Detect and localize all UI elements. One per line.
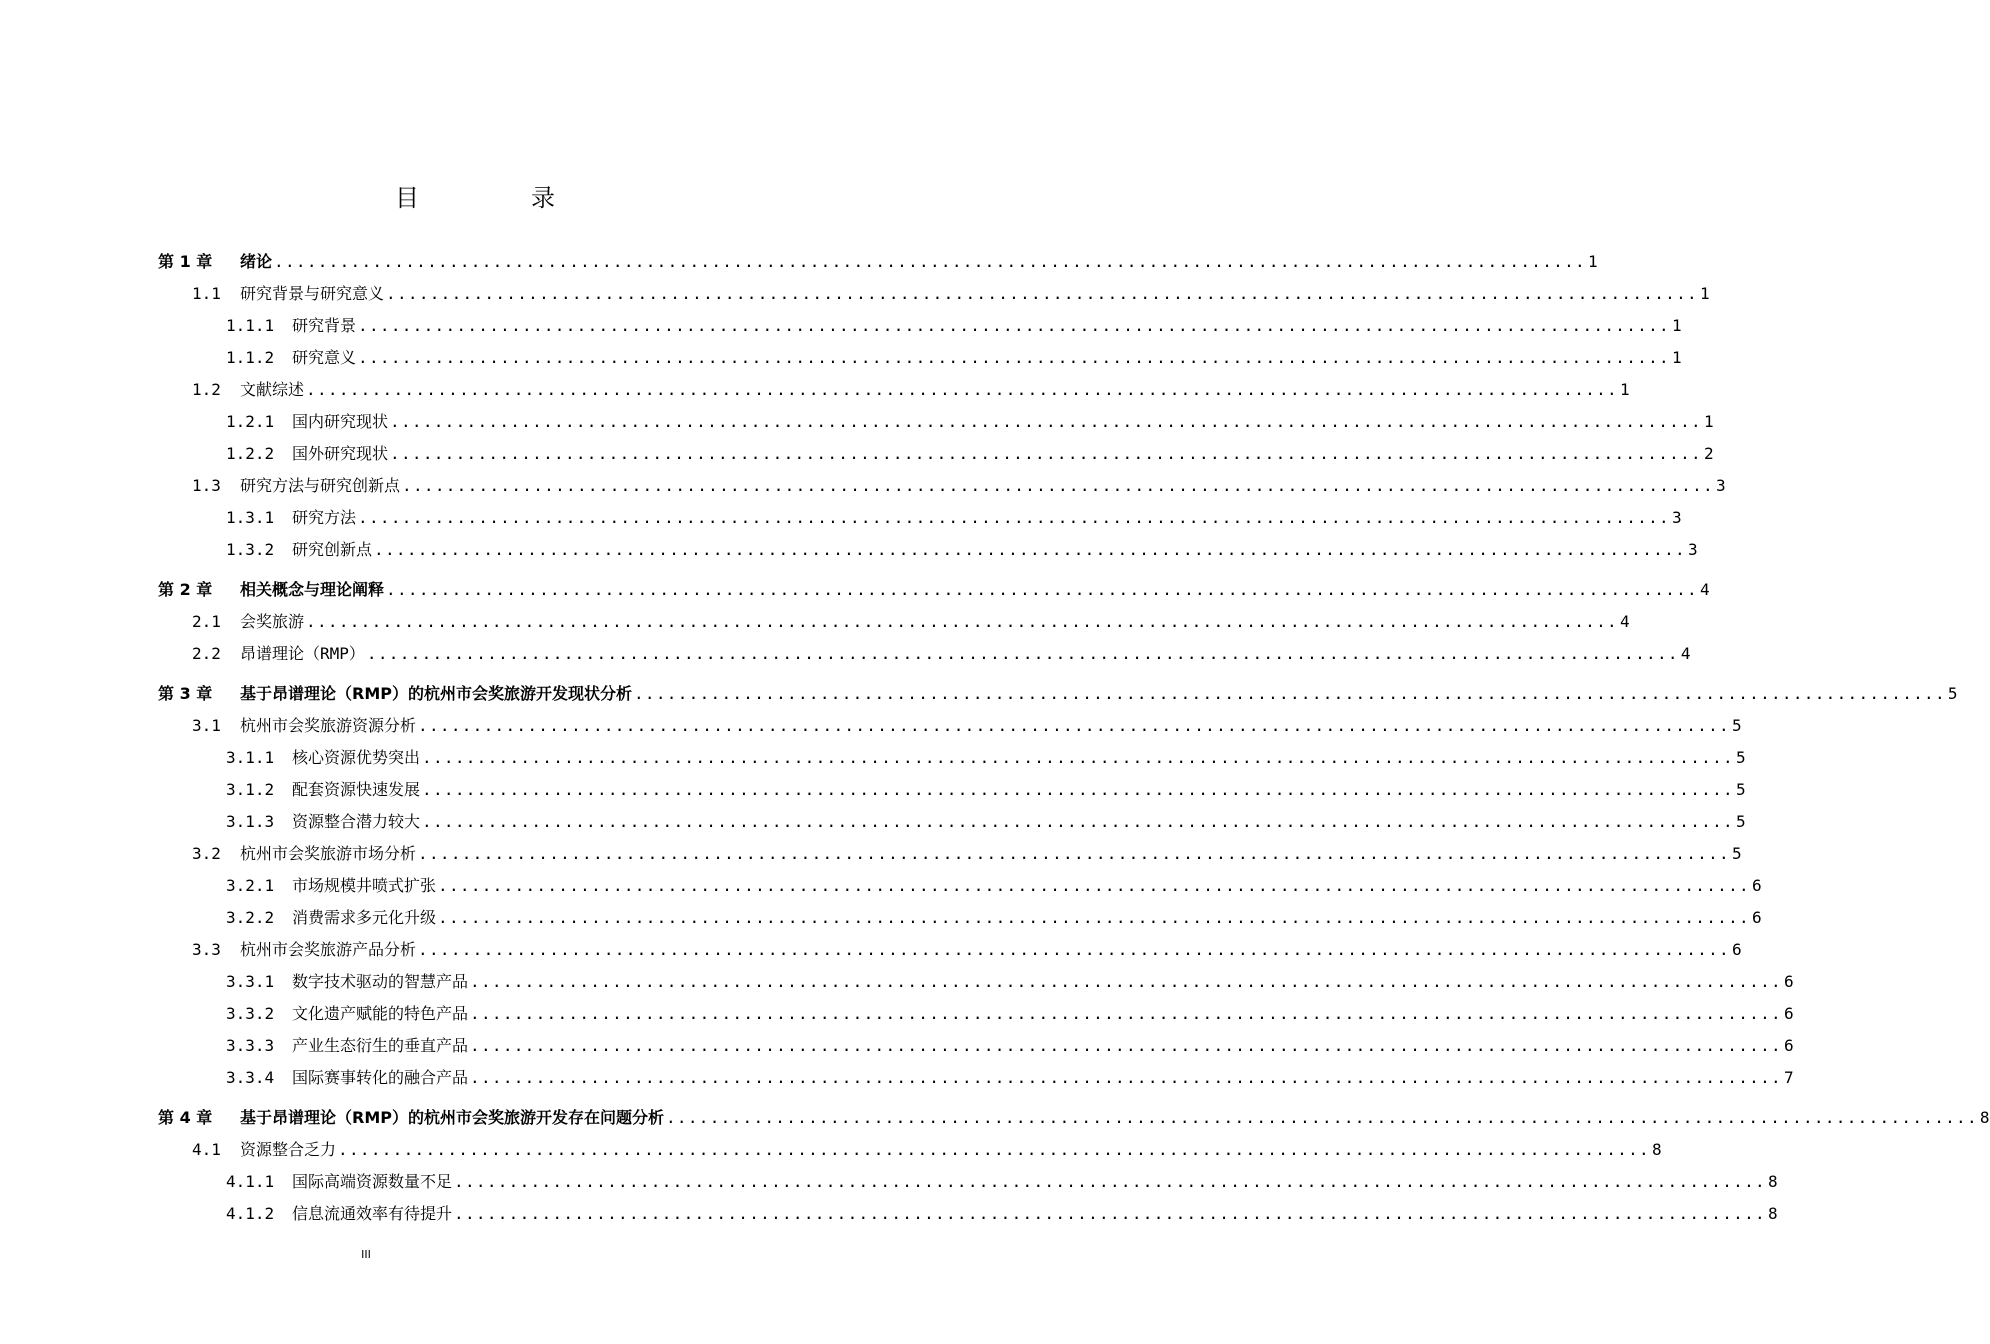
toc-entry[interactable] xyxy=(192,640,1691,664)
toc-entry-title: 数字技术驱动的智慧产品 xyxy=(292,972,469,991)
toc-leader-dots: ........................................................................................................................ xyxy=(438,876,1750,895)
toc-entry[interactable] xyxy=(158,680,1958,704)
toc-entry[interactable] xyxy=(226,968,1794,992)
toc-leader-dots: ........................................................................................................................ xyxy=(418,940,1730,959)
toc-entry-number: 3.2.1 xyxy=(226,876,275,895)
toc-entry-title: 信息流通效率有待提升 xyxy=(292,1204,453,1223)
toc-leader-dots: ........................................................................................................................ xyxy=(418,716,1730,735)
toc-leader-dots: ........................................................................................................................ xyxy=(422,748,1734,767)
toc-entry-title: 文献综述 xyxy=(240,380,305,399)
toc-entry[interactable] xyxy=(226,408,1714,432)
toc-entry-page: 6 xyxy=(1783,1036,1794,1055)
toc-entry[interactable] xyxy=(226,440,1714,464)
toc-leader-dots: ........................................................................................................................ xyxy=(438,908,1750,927)
toc-entry-number: 3.1.2 xyxy=(226,780,275,799)
toc-entry-number: 3.1.3 xyxy=(226,812,275,831)
toc-leader-dots: ........................................................................................................................ xyxy=(422,812,1734,831)
toc-entry[interactable] xyxy=(226,776,1746,800)
toc-entry-heading xyxy=(226,1004,468,1024)
toc-entry[interactable] xyxy=(192,840,1742,864)
toc-entry-title: 会奖旅游 xyxy=(240,612,305,631)
toc-leader-dots: ........................................................................................................................ xyxy=(470,1036,1782,1055)
toc-entry-heading xyxy=(192,612,304,632)
toc-entry-page: 1 xyxy=(1703,412,1714,431)
toc-entry-heading xyxy=(226,316,356,336)
toc-entry-title: 研究背景与研究意义 xyxy=(240,284,385,303)
toc-leader-dots: ........................................................................................................................ xyxy=(390,444,1702,463)
toc-entry[interactable] xyxy=(226,1000,1794,1024)
toc-entry-number: 3.3.4 xyxy=(226,1068,275,1087)
toc-leader-dots: ........................................................................................................................ xyxy=(358,508,1670,527)
toc-entry-title: 核心资源优势突出 xyxy=(292,748,421,767)
toc-entry-heading xyxy=(226,748,420,768)
toc-entry-heading xyxy=(192,716,416,736)
toc-entry-heading xyxy=(226,348,356,368)
toc-entry-heading xyxy=(226,444,388,464)
toc-entry-title: 昂谱理论（RMP） xyxy=(240,644,365,663)
toc-entry-number: 1.1 xyxy=(192,284,221,303)
toc-entry-page: 4 xyxy=(1680,644,1691,663)
toc-entry-page: 3 xyxy=(1715,476,1726,495)
toc-entry-title: 国际高端资源数量不足 xyxy=(292,1172,453,1191)
toc-entry-heading xyxy=(226,780,420,800)
toc-leader-dots: ........................................................................................................................ xyxy=(402,476,1714,495)
toc-entry-page: 5 xyxy=(1735,780,1746,799)
toc-leader-dots: ........................................................................................................................ xyxy=(633,684,1946,703)
toc-entry[interactable] xyxy=(226,1200,1778,1224)
toc-entry-number: 4.1.2 xyxy=(226,1204,275,1223)
toc-entry-page: 4 xyxy=(1699,580,1710,599)
toc-entry-heading xyxy=(226,908,436,928)
toc-entry-number: 第 1 章 xyxy=(158,252,213,271)
toc-leader-dots: ........................................................................................................................ xyxy=(338,1140,1650,1159)
toc-entry-page: 5 xyxy=(1731,844,1742,863)
toc-entry-title: 研究方法与研究创新点 xyxy=(240,476,401,495)
toc-entry-page: 7 xyxy=(1783,1068,1794,1087)
toc-entry-title: 杭州市会奖旅游产品分析 xyxy=(240,940,417,959)
toc-entry-heading xyxy=(158,252,272,272)
toc-entry-title: 文化遗产赋能的特色产品 xyxy=(292,1004,469,1023)
toc-leader-dots: ........................................................................................................................ xyxy=(454,1204,1766,1223)
toc-entry-heading xyxy=(226,1036,468,1056)
toc-entry[interactable] xyxy=(192,1136,1662,1160)
toc-entry[interactable] xyxy=(192,712,1742,736)
toc-entry-number: 1.1.1 xyxy=(226,316,275,335)
toc-entry[interactable] xyxy=(226,872,1762,896)
toc-entry-page: 4 xyxy=(1619,612,1630,631)
toc-entry-number: 3.1.1 xyxy=(226,748,275,767)
toc-leader-dots: ........................................................................................................................ xyxy=(366,644,1679,663)
toc-entry-number: 3.3.1 xyxy=(226,972,275,991)
toc-entry-heading xyxy=(192,844,416,864)
toc-entry-page: 1 xyxy=(1671,316,1682,335)
toc-entry-number: 3.2 xyxy=(192,844,221,863)
toc-entry-page: 1 xyxy=(1619,380,1630,399)
toc-leader-dots: ........................................................................................................................ xyxy=(418,844,1730,863)
toc-entry-number: 3.3.3 xyxy=(226,1036,275,1055)
toc-entry-number: 第 4 章 xyxy=(158,1108,213,1127)
toc-entry[interactable] xyxy=(192,608,1630,632)
toc-leader-dots: ........................................................................................................................ xyxy=(470,1004,1782,1023)
toc-leader-dots: ........................................................................................................................ xyxy=(454,1172,1766,1191)
toc-entry-heading xyxy=(192,284,384,304)
toc-entry-page: 5 xyxy=(1735,748,1746,767)
toc-entry-heading xyxy=(192,476,400,496)
toc-entry-title: 资源整合乏力 xyxy=(240,1140,337,1159)
toc-entry-title: 配套资源快速发展 xyxy=(292,780,421,799)
toc-entry[interactable] xyxy=(158,576,1710,600)
toc-entry-title: 杭州市会奖旅游资源分析 xyxy=(240,716,417,735)
toc-entry-heading xyxy=(226,412,388,432)
toc-entry-page: 6 xyxy=(1751,876,1762,895)
toc-entry-page: 1 xyxy=(1671,348,1682,367)
toc-entry-title: 产业生态衍生的垂直产品 xyxy=(292,1036,469,1055)
toc-entry-number: 4.1.1 xyxy=(226,1172,275,1191)
toc-entry-page: 8 xyxy=(1979,1108,1990,1127)
toc-entry-title: 基于昂谱理论（RMP）的杭州市会奖旅游开发现状分析 xyxy=(240,684,632,703)
toc-entry-page: 6 xyxy=(1731,940,1742,959)
toc-entry-page: 3 xyxy=(1671,508,1682,527)
toc-entry-page: 1 xyxy=(1587,252,1598,271)
toc-entry-number: 1.3.1 xyxy=(226,508,275,527)
toc-entry[interactable] xyxy=(192,472,1726,496)
toc-entry-heading xyxy=(226,972,468,992)
toc-entry-page: 6 xyxy=(1751,908,1762,927)
toc-entry-heading xyxy=(158,1108,664,1128)
toc-entry-title: 国内研究现状 xyxy=(292,412,389,431)
toc-entry-page: 5 xyxy=(1947,684,1958,703)
toc-entry-page: 5 xyxy=(1735,812,1746,831)
toc-entry[interactable] xyxy=(192,280,1710,304)
toc-entry-number: 1.2.1 xyxy=(226,412,275,431)
toc-entry-number: 1.3 xyxy=(192,476,221,495)
toc-entry-page: 3 xyxy=(1687,540,1698,559)
toc-entry-title: 绪论 xyxy=(240,252,273,271)
toc-entry-title: 相关概念与理论阐释 xyxy=(240,580,385,599)
toc-entry-page: 5 xyxy=(1731,716,1742,735)
toc-entry-heading xyxy=(226,1172,452,1192)
toc-entry-number: 3.1 xyxy=(192,716,221,735)
toc-leader-dots: ........................................................................................................................ xyxy=(422,780,1734,799)
toc-entry-title: 基于昂谱理论（RMP）的杭州市会奖旅游开发存在问题分析 xyxy=(240,1108,664,1127)
toc-entry-page: 1 xyxy=(1699,284,1710,303)
toc-leader-dots: ........................................................................................................................ xyxy=(358,348,1670,367)
toc-entry-number: 1.2 xyxy=(192,380,221,399)
toc-entry-title: 市场规模井喷式扩张 xyxy=(292,876,437,895)
toc-entry[interactable] xyxy=(226,1064,1794,1088)
toc-leader-dots: ........................................................................................................................ xyxy=(386,284,1698,303)
toc-entry[interactable] xyxy=(226,904,1762,928)
toc-entry-title: 国外研究现状 xyxy=(292,444,389,463)
toc-entry[interactable] xyxy=(226,536,1698,560)
toc-entry[interactable] xyxy=(226,344,1682,368)
toc-entry-heading xyxy=(226,812,420,832)
toc-entry-page: 8 xyxy=(1767,1172,1778,1191)
toc-entry[interactable] xyxy=(226,504,1682,528)
toc-entry-title: 研究背景 xyxy=(292,316,357,335)
toc-entry-title: 资源整合潜力较大 xyxy=(292,812,421,831)
toc-entry-number: 4.1 xyxy=(192,1140,221,1159)
toc-leader-dots: ........................................................................................................................ xyxy=(274,252,1586,271)
toc-leader-dots: ........................................................................................................................ xyxy=(470,1068,1782,1087)
toc-entry-heading xyxy=(226,1204,452,1224)
toc-entry-heading xyxy=(226,876,436,896)
toc-leader-dots: ........................................................................................................................ xyxy=(390,412,1702,431)
toc-entry[interactable] xyxy=(226,1032,1794,1056)
toc-entry-heading xyxy=(158,684,632,704)
toc-entry-page: 8 xyxy=(1651,1140,1662,1159)
toc-leader-dots: ........................................................................................................................ xyxy=(306,612,1618,631)
toc-leader-dots: ........................................................................................................................ xyxy=(386,580,1698,599)
toc-entry-number: 3.2.2 xyxy=(226,908,275,927)
toc-entry-page: 6 xyxy=(1783,972,1794,991)
toc-entry[interactable] xyxy=(226,808,1746,832)
toc-entry-heading xyxy=(192,644,365,664)
toc-entry-heading xyxy=(192,380,304,400)
toc-entry-title: 消费需求多元化升级 xyxy=(292,908,437,927)
toc-leader-dots: ........................................................................................................................ xyxy=(358,316,1670,335)
toc-entry-page: 6 xyxy=(1783,1004,1794,1023)
toc-entry-heading xyxy=(192,940,416,960)
toc-entry-number: 3.3.2 xyxy=(226,1004,275,1023)
toc-entry-number: 1.3.2 xyxy=(226,540,275,559)
toc-entry[interactable] xyxy=(192,936,1742,960)
toc-entry-page: 2 xyxy=(1703,444,1714,463)
toc-entry-number: 2.2 xyxy=(192,644,221,663)
toc-entry-title: 国际赛事转化的融合产品 xyxy=(292,1068,469,1087)
toc-entry-number: 1.1.2 xyxy=(226,348,275,367)
toc-entry-heading xyxy=(158,580,384,600)
toc-entry-page: 8 xyxy=(1767,1204,1778,1223)
toc-entry[interactable] xyxy=(226,1168,1778,1192)
toc-leader-dots: ........................................................................................................................ xyxy=(665,1108,1978,1127)
toc-entry-heading xyxy=(226,1068,468,1088)
toc-entry[interactable] xyxy=(158,248,1598,272)
toc-entry-title: 研究创新点 xyxy=(292,540,373,559)
toc-entry-title: 研究方法 xyxy=(292,508,357,527)
page-title: 目 录 xyxy=(395,184,599,212)
toc-entry[interactable] xyxy=(158,1104,1990,1128)
toc-entry-title: 研究意义 xyxy=(292,348,357,367)
toc-entry-heading xyxy=(226,508,356,528)
toc-entry-title: 杭州市会奖旅游市场分析 xyxy=(240,844,417,863)
toc-entry-number: 第 3 章 xyxy=(158,684,213,703)
toc-entry[interactable] xyxy=(226,744,1746,768)
toc-entry-heading xyxy=(226,540,372,560)
page-number-footer: III xyxy=(361,1248,371,1261)
toc-entry-number: 第 2 章 xyxy=(158,580,213,599)
toc-entry-number: 3.3 xyxy=(192,940,221,959)
toc-entry[interactable] xyxy=(192,376,1630,400)
toc-entry-number: 2.1 xyxy=(192,612,221,631)
toc-leader-dots: ........................................................................................................................ xyxy=(470,972,1782,991)
toc-leader-dots: ........................................................................................................................ xyxy=(374,540,1686,559)
toc-entry-number: 1.2.2 xyxy=(226,444,275,463)
toc-entry[interactable] xyxy=(226,312,1682,336)
toc-entry-heading xyxy=(192,1140,336,1160)
toc-leader-dots: ........................................................................................................................ xyxy=(306,380,1618,399)
